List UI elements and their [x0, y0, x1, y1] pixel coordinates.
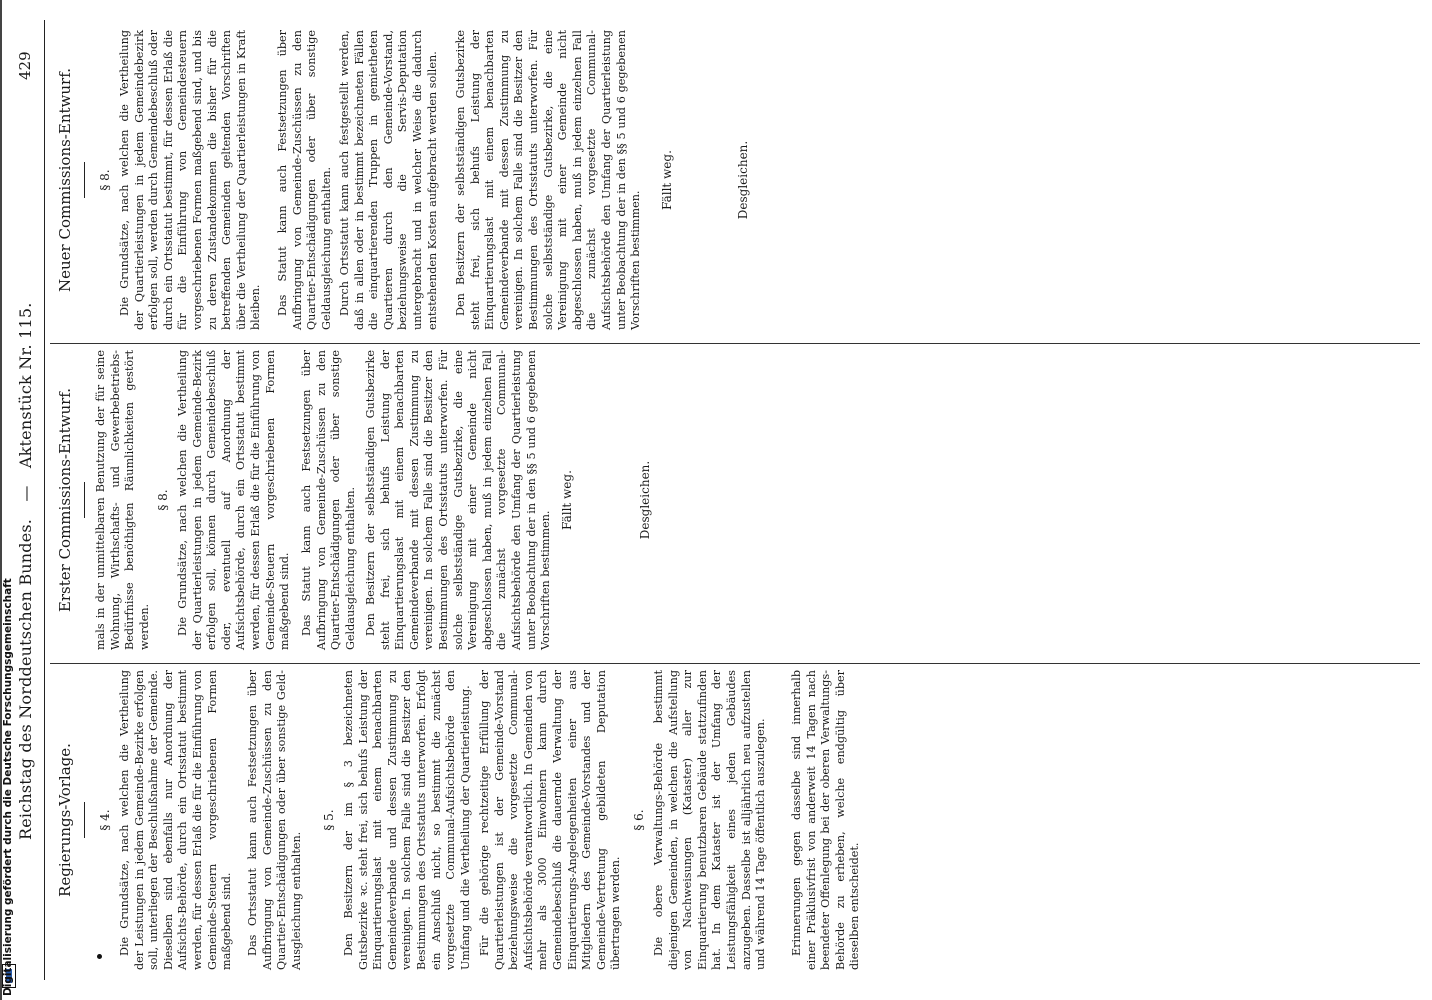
- col1-sec5-paragraph-2: [478, 670, 624, 970]
- col3-section-8: § 8.: [98, 169, 112, 191]
- col1-section-4: § 4.: [98, 809, 112, 831]
- col1-sec4-paragraph-1: [118, 670, 235, 970]
- col3-sec8-p1-text: Die Grundsätze, nach welchen die Vertheilung der Quartierleistungen in jedem Gemeindebezirk erfolgen soll, werden durch Gemeindebeschluß oder durch ein Ortsstatut bestimmt, für dessen Erlaß die für die Einführung von Gemeindesteuern vorgeschriebenen Formen maßgebend sind, und bis zu deren Zustandekommen die bisher für die betreffenden Gemeinden geltenden Vorschriften über die Vertheilung der Quartierleistungen in Kraft bleiben.: [118, 30, 263, 330]
- col1-sec6-paragraph-1: [652, 670, 769, 970]
- digitization-credit: Digitalisierung gefördert durch die Deutsche Forschungsgemeinschaft: [2, 578, 14, 996]
- col3-sec8-p2-text: Das Statut kann auch Festsetzungen über Aufbringung von Gemeinde-Zuschüssen zu den Quartier-Entschädigungen oder über sonstige Geldausgleichung enthalten.: [276, 30, 333, 330]
- col3-heading-rule: [84, 162, 85, 198]
- col1-sec6-p2-text: Erinnerungen gegen dasselbe sind innerhalb einer Präklusivfrist von anderweit 14 Tagen nach beendeter Offenlegung bei der oberen Verwaltungs-Behörde zu erheben, welche endgültig über dieselben entscheidet.: [790, 670, 862, 970]
- col1-section-6: § 6.: [632, 809, 646, 831]
- col1-sec5-p2-text: Für die gehörige rechtzeitige Erfüllung der Quartierleistungen ist der Gemeinde-Vorstand beziehungsweise die vorgesetzte Communal-Aufsichtsbehörde verantwortlich. In Gemeinden von mehr als 3000 Einwohnern kann durch Gemeindebeschluß die dauernde Verwaltung der Einquartierungs-Angelegenheiten einer aus Mitgliedern des Gemeinde-Vorstandes und der Gemeinde-Vertretung gebildeten Deputation übertragen werden.: [478, 670, 623, 970]
- col2-sec8-paragraph-1: [176, 350, 293, 650]
- top-rule: [44, 20, 45, 980]
- col1-sec6-paragraph-2: [790, 670, 863, 970]
- col3-fall-weg: Fällt weg.: [660, 150, 674, 210]
- col2-sec8-paragraph-2: [300, 350, 358, 650]
- col3-sec8-paragraph-3: [338, 30, 440, 330]
- scan-dot: [97, 954, 102, 959]
- col2-sec8-p3-text: Den Besitzern der selbstständigen Gutsbezirke steht frei, sich behufs Leistung der Einquartierungslast mit einem benachbarten Gemeindeverbande mit dessen Zustimmung zu vereinigen. In solchem Falle sind die Besitzer den Bestimmungen des Ortsstatuts unterworfen. Für solche selbstständige Gutsbezirke, die eine Vereinigung mit einer Gemeinde nicht abgeschlossen haben, muß in jedem einzelnen Fall die zunächst vorgesetzte Communal-Aufsichtsbehörde den Umfang der Quartierleistung unter Beobachtung der in den §§ 5 und 6 gegebenen Vorschriften bestimmen.: [364, 350, 553, 650]
- col1-sec5-paragraph-1: [342, 670, 473, 970]
- column-divider-2: [50, 343, 1420, 344]
- col2-sec8-p2-text: Das Statut kann auch Festsetzungen über Aufbringung von Gemeinde-Zuschüssen zu den Quartier-Entschädigungen oder über sonstige Geldausgleichung enthalten.: [300, 350, 357, 650]
- col1-heading: Regierungs-Vorlage.: [56, 743, 74, 897]
- page-number: 429: [16, 51, 34, 80]
- col3-sec8-paragraph-2: [276, 30, 334, 330]
- col2-sec8-p1-text: Die Grundsätze, nach welchen die Vertheilung der Quartierleistungen in jedem Gemeinde-Bezirk erfolgen soll, können durch Gemeindebeschluß oder, eventuell auf Anordnung der Aufsichtsbehörde, durch ein Ortsstatut bestimmt werden, für dessen Erlaß die für die Einführung von Gemeinde-Steuern vorgeschriebenen Formen maßgebend sind.: [176, 350, 292, 650]
- title-left: Reichstag des Norddeutschen Bundes.: [16, 518, 35, 840]
- col2-intro-text: mals in der unmittelbaren Benutzung der für seine Wohnung, Wirthschafts- und Gewerbebetriebs-Bedürfnisse benöthigten Räumlichkeiten gestört werden.: [94, 350, 151, 650]
- col2-intro: [94, 350, 152, 650]
- col1-sec6-p1-text: Die obere Verwaltungs-Behörde bestimmt diejenigen Gemeinden, in welchen die Aufstellung von Nachweisungen (Kataster) aller zur Einquartierung benutzbaren Gebäude stattzufinden hat. In dem Kataster ist der Umfang der Leistungsfähigkeit eines jeden Gebäudes anzugeben. Dasselbe ist alljährlich neu aufzustellen und während 14 Tage öffentlich auszulegen.: [652, 670, 768, 970]
- col1-heading-rule: [84, 802, 85, 838]
- col2-heading-rule: [84, 482, 85, 518]
- col2-fall-weg: Fällt weg.: [560, 470, 574, 530]
- col1-sec4-p1-text: Die Grundsätze, nach welchen die Vertheilung der Leistungen in jedem Gemeinde-Bezirke erfolgen soll, unterliegen der Beschlußnahme der Gemeinde. Dieselben sind ebenfalls nur Anordnung der Aufsichts-Behörde, durch ein Ortsstatut bestimmt werden, für dessen Erlaß die für die Einführung von Gemeinde-Steuern vorgeschriebenen Formen maßgebend sind.: [118, 670, 234, 970]
- title-right: Aktenstück Nr. 115.: [16, 302, 35, 469]
- col1-sec5-p1-text: Den Besitzern der im § 3 bezeichneten Gutsbezirke ꝛc. steht frei, sich behufs Leistung der Einquartierungslast mit einem benachbarten Gemeindeverbande und dessen Zustimmung zu vereinigen. In solchem Falle sind die Besitzer den Bestimmungen des Ortsstatuts unterworfen. Erfolgt ein Anschluß nicht, so bestimmt die zunächst vorgesetzte Communal-Aufsichtsbehörde den Umfang und die Vertheilung der Quartierleistung.: [342, 670, 472, 970]
- col1-sec4-p2-text: Das Ortsstatut kann auch Festsetzungen über Aufbringung von Gemeinde-Zuschüssen zu den Quartier-Entschädigungen oder über sonstige Geld-Ausgleichung enthalten.: [246, 670, 303, 970]
- title-dash: —: [16, 485, 35, 502]
- column-divider-1: [50, 663, 1420, 664]
- col2-sec8-paragraph-3: [364, 350, 554, 650]
- col3-heading: Neuer Commissions-Entwurf.: [56, 68, 74, 292]
- col2-heading: Erster Commissions-Entwurf.: [56, 387, 74, 613]
- col2-section-8: § 8.: [156, 489, 170, 511]
- col2-desgleichen: Desgleichen.: [638, 460, 652, 540]
- col3-sec8-p4-text: Den Besitzern der selbstständigen Gutsbezirke steht frei, sich behufs Leistung der Einquartierungslast mit einem benachbarten Gemeindeverbande mit dessen Zustimmung zu vereinigen. In solchem Falle sind die Besitzer den Bestimmungen des Ortsstatuts unterworfen. Für solche selbstständige Gutsbezirke, die eine Vereinigung mit einer Gemeinde nicht abgeschlossen haben, muß in jedem einzelnen Fall die zunächst vorgesetzte Communal-Aufsichtsbehörde den Umfang der Quartierleistung unter Beobachtung der in den §§ 5 und 6 gegebenen Vorschriften bestimmen.: [454, 30, 643, 330]
- col3-desgleichen: Desgleichen.: [736, 140, 750, 220]
- col3-sec8-paragraph-1: [118, 30, 264, 330]
- col3-sec8-paragraph-4: [454, 30, 644, 330]
- col1-section-5: § 5.: [322, 809, 336, 831]
- col3-sec8-p3-text: Durch Ortsstatut kann auch festgestellt werden, daß in allen oder in bestimmt bezeichneten Fällen die einquartierenden Truppen in gemietheten Quartieren durch den Gemeinde-Vorstand, beziehungsweise die Servis-Deputation untergebracht und in welcher Weise die dadurch entstehenden Kosten aufgebracht werden sollen.: [338, 30, 439, 330]
- col1-sec4-paragraph-2: [246, 670, 304, 970]
- document-title: [16, 302, 35, 840]
